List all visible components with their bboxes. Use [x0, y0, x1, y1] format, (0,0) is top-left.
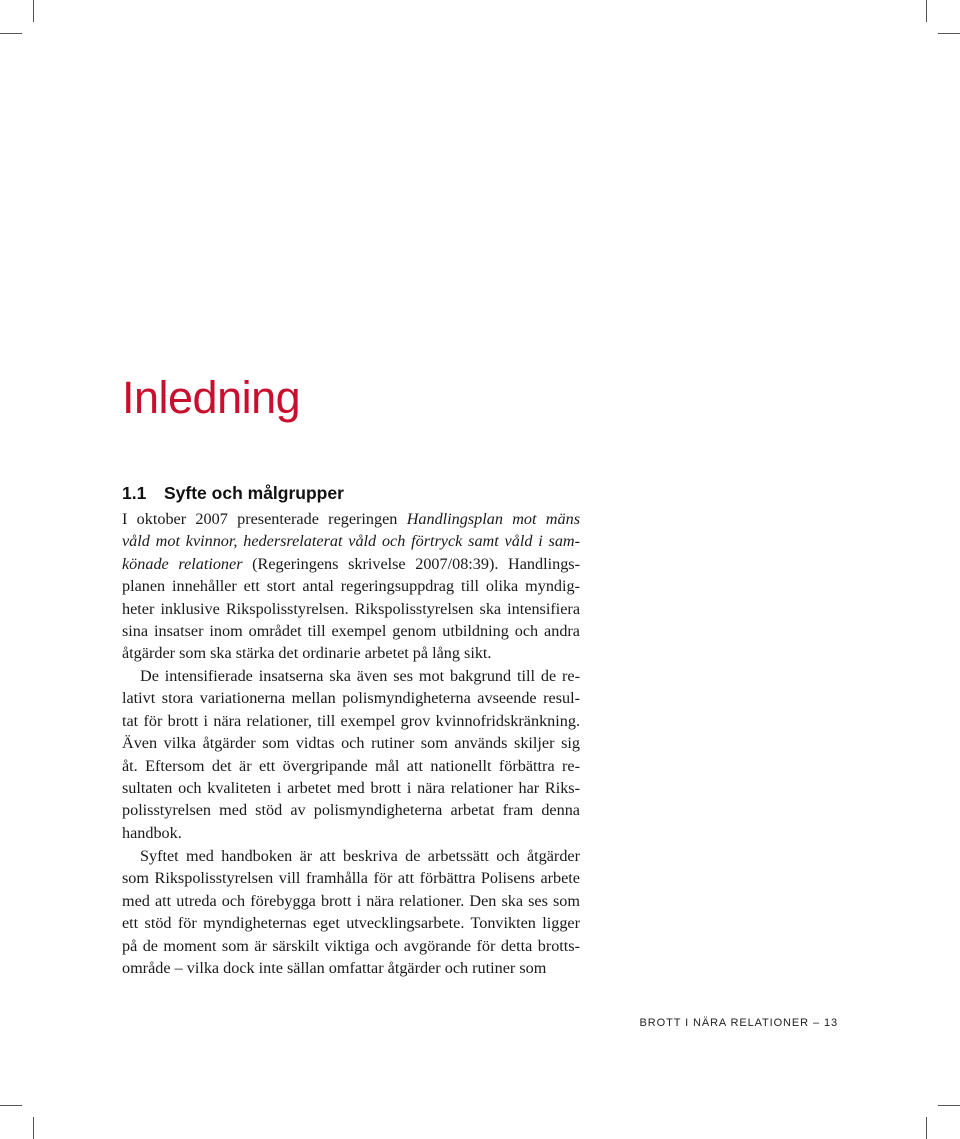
text-run: lativt stora variationerna mellan polismyndigheterna avseende resul-: [122, 689, 580, 708]
text-line: [122, 799, 580, 821]
text-run: område – vilka dock inte sällan omfattar åtgärder och rutiner som: [122, 958, 547, 977]
text-line: [122, 890, 580, 912]
text-run: med att utreda och förebygga brott i nära relationer. Den ska ses som: [122, 891, 580, 910]
text-line: [122, 957, 580, 979]
crop-mark: [926, 0, 927, 22]
text-run: planen innehåller ett stort antal regeringsuppdrag till olika myndig-: [122, 577, 580, 596]
paragraph: [122, 845, 580, 979]
text-line: [122, 530, 580, 552]
section-number: 1.1: [122, 483, 147, 503]
text-line: [122, 575, 580, 597]
text-line: [122, 822, 580, 844]
crop-mark: [926, 1117, 927, 1139]
text-line: [122, 665, 580, 687]
text-run: sultaten och kvaliteten i arbetet med brott i nära relationer har Riks-: [122, 778, 580, 797]
text-line: [122, 867, 580, 889]
crop-mark: [33, 0, 34, 22]
text-run: handbok.: [122, 823, 182, 842]
crop-mark: [0, 1105, 22, 1106]
text-run: Även vilka åtgärder som vidtas och rutiner som används skiljer sig: [122, 734, 580, 753]
text-line: [122, 777, 580, 799]
italic-text: våld mot kvinnor, hedersrelaterat våld och förtryck samt våld i sam-: [122, 532, 580, 551]
text-run: tat för brott i nära relationer, till exempel grov kvinnofridskränkning.: [122, 711, 580, 730]
section-title: Syfte och målgrupper: [164, 483, 344, 503]
text-run: (Regeringens skrivelse 2007/08:39). Handlings-: [242, 554, 580, 573]
text-run: heter inklusive Rikspolisstyrelsen. Rikspolisstyrelsen ska intensifiera: [122, 599, 580, 618]
text-run: sina insatser inom området till exempel genom utbildning och andra: [122, 621, 580, 640]
text-run: åtgärder som ska stärka det ordinarie arbetet på lång sikt.: [122, 644, 492, 663]
text-line: [122, 620, 580, 642]
crop-mark: [938, 1105, 960, 1106]
crop-mark: [33, 1117, 34, 1139]
text-line: [122, 755, 580, 777]
paragraph: [122, 665, 580, 844]
page-footer: [560, 1017, 838, 1029]
text-line: [122, 912, 580, 934]
text-run: ett stöd för myndigheternas eget utvecklingsarbete. Tonvikten ligger: [122, 914, 580, 933]
text-run: åt. Eftersom det är ett övergripande mål att nationellt förbättra re-: [122, 756, 580, 775]
section-heading: [122, 481, 344, 505]
crop-mark: [0, 33, 22, 34]
page-number: 13: [823, 1017, 838, 1029]
text-run: De intensifierade insatserna ska även ses mot bakgrund till de re-: [140, 667, 580, 685]
text-line: [122, 845, 580, 867]
footer-separator: –: [812, 1017, 820, 1029]
text-line: [122, 710, 580, 732]
text-run: polisstyrelsen med stöd av polismyndigheterna arbetat fram denna: [122, 801, 580, 820]
text-line: [122, 732, 580, 754]
italic-text: könade relationer: [122, 554, 243, 573]
text-run: Syftet med handboken är att beskriva de arbetssätt och åtgärder: [140, 847, 580, 865]
text-run: som Rikspolisstyrelsen vill framhålla för att förbättra Polisens arbete: [122, 869, 580, 888]
text-line: [122, 642, 580, 664]
text-run: på de moment som är särskilt viktiga och avgörande för detta brotts-: [122, 936, 580, 955]
text-line: [122, 687, 580, 709]
text-line: [122, 508, 580, 530]
text-line: [122, 935, 580, 957]
crop-mark: [938, 33, 960, 34]
italic-text: Handlingsplan mot mäns: [406, 510, 580, 528]
chapter-title: Inledning: [122, 372, 301, 423]
paragraph: [122, 508, 580, 665]
text-run: I oktober 2007 presenterade regeringen: [122, 510, 407, 528]
text-line: [122, 553, 580, 575]
running-title: BROTT I NÄRA RELATIONER: [639, 1017, 809, 1029]
text-line: [122, 598, 580, 620]
